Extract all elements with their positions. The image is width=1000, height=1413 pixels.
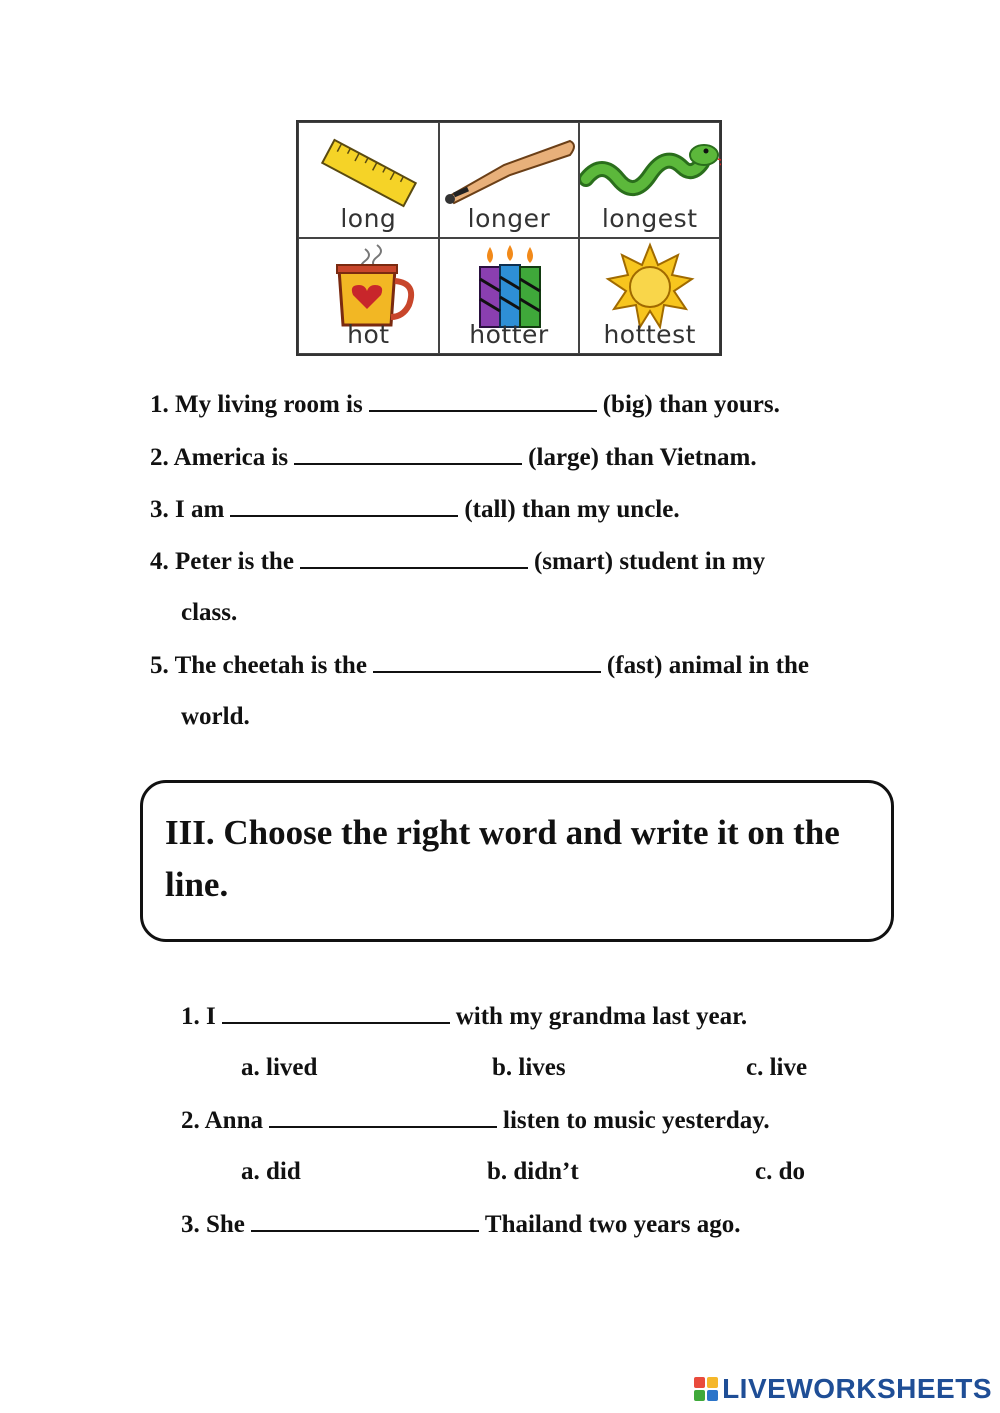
grid-word: long (340, 204, 397, 233)
item-text-before: My living room is (175, 391, 363, 418)
grid-word: hotter (469, 320, 549, 349)
item-text-after: (tall) than my uncle. (464, 496, 680, 523)
item-text-before: Peter is the (175, 548, 294, 575)
item-number: 2. (150, 444, 169, 471)
answer-blank[interactable] (230, 495, 458, 517)
grid-cell-hottest (579, 238, 720, 354)
item-number: 3. (150, 496, 169, 523)
item-text-before: She (206, 1211, 245, 1238)
option-b[interactable]: b. didn’t (487, 1158, 579, 1185)
item-number: 1. (150, 391, 169, 418)
grid-word: longest (601, 204, 698, 233)
option-c[interactable]: c. live (746, 1054, 808, 1081)
item-number: 2. (181, 1107, 200, 1134)
option-a[interactable]: a. did (241, 1158, 301, 1185)
section-3-title: III. Choose the right word and write it on the line. (165, 813, 840, 904)
item-number: 1. (181, 1003, 200, 1030)
exercise-item-5-continued: world. (181, 703, 250, 730)
section-3-heading-box (140, 780, 894, 942)
option-a[interactable]: a. lived (241, 1054, 318, 1081)
item-text-before: The cheetah is the (174, 652, 367, 679)
grid-cell-longest (579, 122, 720, 238)
answer-blank[interactable] (222, 1002, 450, 1024)
item-text-before: Anna (204, 1107, 263, 1134)
item-number: 3. (181, 1211, 200, 1238)
option-c[interactable]: c. do (755, 1158, 805, 1185)
item-text-after: (big) than yours. (602, 391, 780, 418)
option-b[interactable]: b. lives (492, 1054, 566, 1081)
exercise-item-4-continued: class. (181, 599, 238, 626)
exercise-item-5 (150, 651, 809, 680)
answer-blank[interactable] (251, 1210, 479, 1232)
choice-item-1 (181, 1002, 747, 1031)
grid-cell-hot (298, 238, 439, 354)
item-number: 4. (150, 548, 169, 575)
exercise-item-4 (150, 547, 765, 576)
grid-cell-hotter (439, 238, 580, 354)
item-text-after: listen to music yesterday. (503, 1107, 770, 1134)
grid-cell-long (298, 122, 439, 238)
grid-cell-longer (439, 122, 580, 238)
brand-text: LIVEWORKSHEETS (722, 1373, 992, 1404)
item-text-before: I am (175, 496, 225, 523)
item-text-after: with my grandma last year. (455, 1003, 748, 1030)
item-text-after: Thailand two years ago. (484, 1211, 741, 1238)
item-number: 5. (150, 652, 169, 679)
answer-blank[interactable] (294, 443, 522, 465)
exercise-item-3 (150, 495, 680, 524)
item-text-before: America is (173, 444, 289, 471)
grid-word: longer (467, 204, 551, 233)
liveworksheets-brand (694, 1373, 992, 1405)
comparison-picture-grid (296, 120, 722, 356)
item-text-after: (large) than Vietnam. (528, 444, 757, 471)
item-text-after: (smart) student in my (533, 548, 766, 575)
answer-blank[interactable] (369, 390, 597, 412)
exercise-item-1 (150, 390, 780, 419)
choice-item-3 (181, 1210, 741, 1239)
answer-blank[interactable] (269, 1106, 497, 1128)
item-text-before: I (206, 1003, 216, 1030)
item-text-after: (fast) animal in the (606, 652, 809, 679)
grid-word: hot (347, 320, 390, 349)
grid-word: hottest (603, 320, 696, 349)
answer-blank[interactable] (373, 651, 601, 673)
choice-item-2 (181, 1106, 770, 1135)
answer-blank[interactable] (300, 547, 528, 569)
exercise-item-2 (150, 443, 757, 472)
liveworksheets-logo-icon (694, 1377, 718, 1401)
